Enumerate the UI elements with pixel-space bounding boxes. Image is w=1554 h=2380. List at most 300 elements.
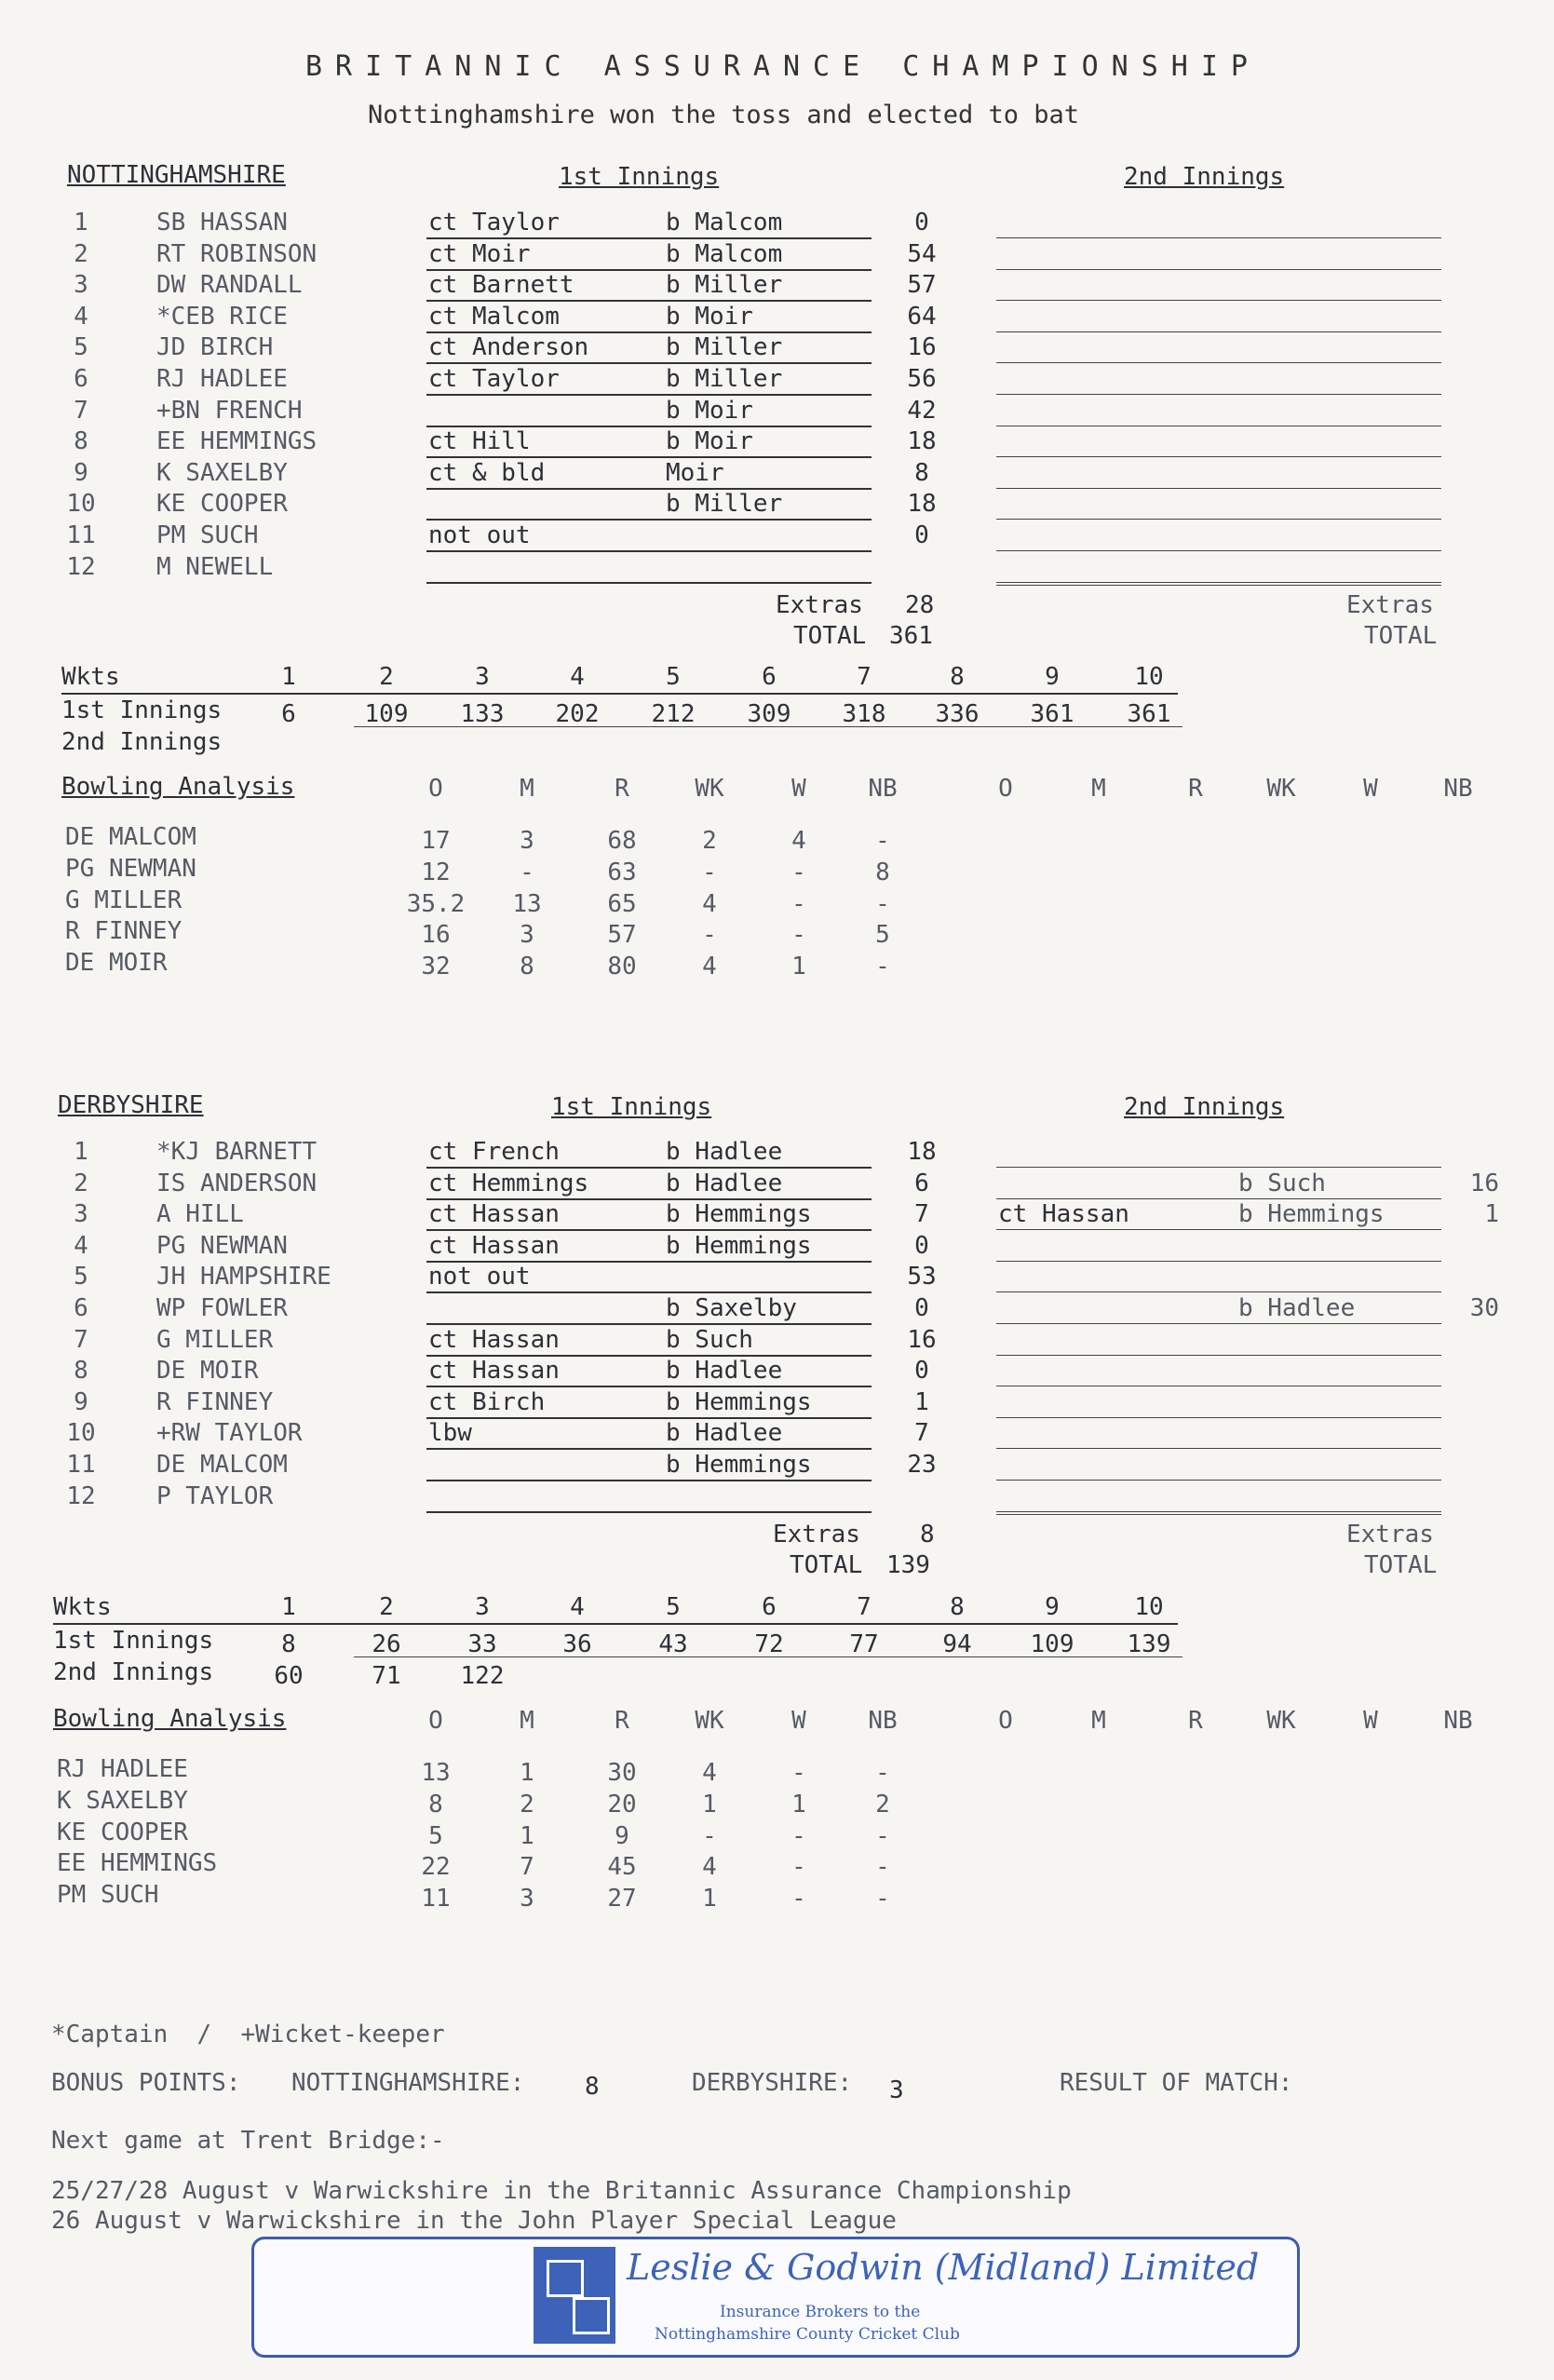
batsman-number: 6 — [74, 365, 88, 393]
bowler-o: 16 — [421, 921, 451, 949]
batsman-name: DE MALCOM — [156, 1451, 288, 1479]
batsman-runs: 16 — [907, 1326, 937, 1354]
bowler-nb: - — [875, 1853, 890, 1881]
bowling-col-header-2nd: O — [998, 1707, 1013, 1735]
dismissal: ct Birch — [428, 1388, 546, 1416]
bowler-w: 4 — [791, 827, 806, 855]
bowler-w: - — [791, 890, 806, 918]
bowler-credit: b Hadlee — [666, 1170, 783, 1197]
batsman-number: 3 — [74, 271, 88, 299]
bowler-credit: b Hemmings — [666, 1200, 812, 1228]
wicket-number: 8 — [950, 1593, 965, 1621]
next-game-label: Next game at Trent Bridge:- — [51, 2127, 445, 2155]
bowler-credit: b Malcom — [666, 209, 783, 237]
batsman-name: DE MOIR — [156, 1357, 259, 1385]
bowler-nb: - — [875, 1885, 890, 1913]
bowler-credit: b Malcom — [666, 240, 783, 268]
bowler-m: 3 — [520, 827, 534, 855]
rule-line — [354, 726, 1182, 727]
fixture-championship: 25/27/28 August v Warwickshire in the Britannic Assurance Championship — [51, 2177, 1072, 2205]
bowler-credit: b Miller — [666, 271, 783, 299]
batsman-number: 4 — [74, 303, 88, 331]
rule-line — [53, 1623, 1178, 1625]
bowler-wk: 4 — [702, 1853, 717, 1881]
bowler-r: 57 — [607, 921, 637, 949]
bowler-r: 27 — [607, 1885, 637, 1913]
team1-inn1-header: 1st Innings — [559, 163, 720, 191]
bowling-col-header-2nd: NB — [1443, 775, 1473, 803]
fow-1st-score: 309 — [747, 700, 791, 728]
wicket-number: 10 — [1134, 663, 1164, 691]
bowler-m: 3 — [520, 921, 534, 949]
wicket-number: 10 — [1134, 1593, 1164, 1621]
team1-inn2-extras-label: Extras — [1346, 591, 1434, 619]
bowler-name: DE MALCOM — [65, 823, 196, 851]
bowling-col-header: WK — [695, 775, 724, 803]
batsman-runs: 0 — [914, 1294, 929, 1322]
fow-1st-score: 94 — [942, 1630, 972, 1658]
dismissal: not out — [428, 521, 531, 549]
fow-1st-score: 361 — [1030, 700, 1074, 728]
bowler-o: 13 — [421, 1759, 451, 1787]
fow-1st-label: 1st Innings — [53, 1627, 214, 1655]
batsman-runs: 6 — [914, 1170, 929, 1197]
batsman-name: RJ HADLEE — [156, 365, 288, 393]
rule-line — [996, 394, 1441, 395]
wicket-number: 3 — [475, 663, 490, 691]
batsman-number: 6 — [74, 1294, 88, 1322]
bowler-r: 30 — [607, 1759, 637, 1787]
batsman-runs: 7 — [914, 1419, 929, 1447]
rule-line — [996, 1417, 1441, 1418]
bowling-col-header: NB — [868, 1707, 898, 1735]
sponsor-name: Leslie & Godwin (Midland) Limited — [627, 2247, 1260, 2288]
key-legend: *Captain / +Wicket-keeper — [51, 2021, 445, 2049]
bowler-nb: - — [875, 1822, 890, 1850]
fow-2nd-score: 60 — [274, 1662, 304, 1690]
batsman-number: 7 — [74, 397, 88, 425]
bowler-w: - — [791, 859, 806, 886]
bowling-col-header-2nd: R — [1188, 1707, 1203, 1735]
bowler-m: 13 — [512, 890, 542, 918]
bowler-credit: b Hadlee — [666, 1419, 783, 1447]
rule-line — [426, 1448, 872, 1450]
team2-inn2-extras-label: Extras — [1346, 1521, 1434, 1548]
bowler-w: - — [791, 1853, 806, 1881]
fow-1st-score: 139 — [1127, 1630, 1171, 1658]
bowler-credit: b Saxelby — [666, 1294, 797, 1322]
bowler-r: 68 — [607, 827, 637, 855]
bowler-wk: 2 — [702, 827, 717, 855]
team1-inn2-header: 2nd Innings — [1124, 163, 1285, 191]
batsman-runs: 23 — [907, 1451, 937, 1479]
dismissal: ct Hemmings — [428, 1170, 589, 1197]
bowler-r: 80 — [607, 953, 637, 980]
batsman-name: K SAXELBY — [156, 459, 288, 487]
bowler-w: - — [791, 1822, 806, 1850]
batsman-name: +BN FRENCH — [156, 397, 303, 425]
fow-2nd-label: 2nd Innings — [53, 1658, 214, 1686]
bowler-r: 63 — [607, 859, 637, 886]
batsman-runs-2nd: 16 — [1469, 1170, 1499, 1197]
dismissal: ct Hassan — [428, 1326, 560, 1354]
fow-1st-score: 212 — [651, 700, 696, 728]
bowler-w: 1 — [791, 953, 806, 980]
bowler-wk: 1 — [702, 1885, 717, 1913]
batsman-name: JH HAMPSHIRE — [156, 1263, 331, 1291]
bowler-w: - — [791, 1759, 806, 1787]
batsman-name: RT ROBINSON — [156, 240, 318, 268]
bowler-credit: b Miller — [666, 490, 783, 518]
rule-line — [996, 550, 1441, 551]
fow-2nd-score: 122 — [460, 1662, 505, 1690]
rule-line — [996, 585, 1441, 586]
bowler-credit: b Miller — [666, 333, 783, 361]
batsman-runs: 1 — [914, 1388, 929, 1416]
bowler-r: 20 — [607, 1791, 637, 1819]
wicket-number: 5 — [666, 1593, 681, 1621]
bowler-w: - — [791, 921, 806, 949]
bowler-name: EE HEMMINGS — [57, 1849, 218, 1877]
rule-line — [996, 519, 1441, 520]
bowler-wk: - — [702, 921, 717, 949]
fow-1st-score: 36 — [562, 1630, 592, 1658]
batsman-runs: 57 — [907, 271, 937, 299]
rule-line — [426, 1229, 872, 1231]
rule-line — [996, 1167, 1441, 1168]
batsman-runs: 0 — [914, 521, 929, 549]
bowler-o: 5 — [428, 1822, 443, 1850]
wkts-label: Wkts — [53, 1593, 112, 1621]
batsman-name: PM SUCH — [156, 521, 259, 549]
bonus-points-label: BONUS POINTS: — [51, 2069, 241, 2097]
fow-1st-score: 43 — [658, 1630, 688, 1658]
batsman-runs: 0 — [914, 209, 929, 237]
bowler-o: 32 — [421, 953, 451, 980]
bowler-credit: b Miller — [666, 365, 783, 393]
batsman-runs: 64 — [907, 303, 937, 331]
batsman-number: 5 — [74, 333, 88, 361]
bowler-nb: 5 — [875, 921, 890, 949]
bowler-m: 1 — [520, 1759, 534, 1787]
fow-1st-score: 109 — [364, 700, 409, 728]
dismissal: ct French — [428, 1138, 560, 1166]
fow-1st-score: 26 — [372, 1630, 401, 1658]
bowler-nb: - — [875, 827, 890, 855]
bowler-nb: - — [875, 953, 890, 980]
bowler-name: K SAXELBY — [57, 1787, 188, 1815]
dismissal: ct Hassan — [428, 1200, 560, 1228]
wicket-number: 7 — [857, 663, 872, 691]
rule-line — [426, 362, 872, 364]
batsman-runs: 0 — [914, 1232, 929, 1260]
batsman-name: WP FOWLER — [156, 1294, 288, 1322]
wicket-number: 9 — [1045, 663, 1060, 691]
bowling-col-header-2nd: O — [998, 775, 1013, 803]
batsman-name: IS ANDERSON — [156, 1170, 318, 1197]
rule-line — [996, 300, 1441, 301]
team1-name: NOTTINGHAMSHIRE — [67, 161, 286, 189]
bowler-m: - — [520, 859, 534, 886]
batsman-runs: 54 — [907, 240, 937, 268]
dismissal: ct Malcom — [428, 303, 560, 331]
rule-line — [61, 693, 1178, 695]
bowler-credit: b Such — [666, 1326, 753, 1354]
batsman-name: P TAYLOR — [156, 1482, 274, 1510]
bowling-col-header-2nd: R — [1188, 775, 1203, 803]
batsman-runs: 53 — [907, 1263, 937, 1291]
team2-extras-label: Extras — [773, 1521, 860, 1548]
bowler-name: R FINNEY — [65, 917, 182, 945]
bonus-team2-label: DERBYSHIRE: — [692, 2069, 853, 2097]
team1-extras-label: Extras — [776, 591, 863, 619]
rule-line — [426, 519, 872, 521]
batsman-name: JD BIRCH — [156, 333, 274, 361]
rule-line — [996, 1198, 1441, 1199]
team1-total-label: TOTAL — [793, 622, 867, 650]
toss-result: Nottinghamshire won the toss and elected to bat — [368, 101, 1080, 129]
fow-1st-score: 109 — [1030, 1630, 1074, 1658]
sponsor-line1: Insurance Brokers to the — [720, 2303, 921, 2321]
bowler-name: DE MOIR — [65, 949, 168, 977]
bowler-wk: 1 — [702, 1791, 717, 1819]
bowler-nb: 2 — [875, 1791, 890, 1819]
batsman-runs: 56 — [907, 365, 937, 393]
batsman-number: 3 — [74, 1200, 88, 1228]
bowler-m: 7 — [520, 1853, 534, 1881]
batsman-number: 4 — [74, 1232, 88, 1260]
wicket-number: 8 — [950, 663, 965, 691]
fow-1st-score: 33 — [467, 1630, 497, 1658]
rule-line — [996, 582, 1441, 583]
dismissal-2nd: ct Hassan — [998, 1200, 1129, 1228]
rule-line — [996, 237, 1441, 238]
bowling-col-header-2nd: W — [1363, 775, 1378, 803]
bowling-col-header-2nd: M — [1091, 775, 1106, 803]
rule-line — [426, 1386, 872, 1387]
rule-line — [996, 1355, 1441, 1356]
rule-line — [996, 488, 1441, 489]
batsman-number: 10 — [66, 1419, 96, 1447]
bowler-credit: b Moir — [666, 303, 753, 331]
batsman-runs: 18 — [907, 1138, 937, 1166]
rule-line — [996, 456, 1441, 457]
rule-line — [996, 1291, 1441, 1292]
fixture-league: 26 August v Warwickshire in the John Player Special League — [51, 2207, 897, 2235]
team2-inn2-header: 2nd Innings — [1124, 1093, 1285, 1121]
bowler-credit: b Hemmings — [666, 1232, 812, 1260]
bowler-w: 1 — [791, 1791, 806, 1819]
fow-2nd-score: 71 — [372, 1662, 401, 1690]
wicket-number: 6 — [762, 1593, 777, 1621]
rule-line — [426, 1167, 872, 1169]
batsman-name: A HILL — [156, 1200, 244, 1228]
rule-line — [426, 550, 872, 552]
batsman-name: SB HASSAN — [156, 209, 288, 237]
bowler-r: 65 — [607, 890, 637, 918]
rule-line — [996, 1514, 1441, 1515]
batsman-number: 8 — [74, 427, 88, 455]
batsman-number: 7 — [74, 1326, 88, 1354]
rule-line — [996, 1448, 1441, 1449]
bowling-analysis-header: Bowling Analysis — [61, 773, 295, 801]
dismissal: ct Taylor — [428, 209, 560, 237]
team2-total: 139 — [886, 1551, 930, 1579]
rule-line — [426, 456, 872, 458]
batsman-number: 8 — [74, 1357, 88, 1385]
batsman-name: DW RANDALL — [156, 271, 303, 299]
bonus-team1-value: 8 — [585, 2073, 600, 2101]
bowler-credit-2nd: b Hemmings — [1238, 1200, 1385, 1228]
sponsor-panel — [251, 2237, 1300, 2358]
team1-inn2-total-label: TOTAL — [1364, 622, 1438, 650]
dismissal: ct Taylor — [428, 365, 560, 393]
dismissal: ct Hassan — [428, 1357, 560, 1385]
bowling-col-header: W — [791, 775, 806, 803]
bowling-col-header: R — [615, 775, 629, 803]
bowling-col-header-2nd: WK — [1266, 1707, 1296, 1735]
rule-line — [426, 1417, 872, 1419]
wicket-number: 9 — [1045, 1593, 1060, 1621]
bowler-credit: Moir — [666, 459, 724, 487]
wicket-number: 1 — [281, 663, 296, 691]
bowler-name: PG NEWMAN — [65, 855, 196, 883]
batsman-runs: 7 — [914, 1200, 929, 1228]
bowling-col-header: R — [615, 1707, 629, 1735]
bowler-credit: b Hadlee — [666, 1357, 783, 1385]
batsman-runs-2nd: 1 — [1484, 1200, 1499, 1228]
rule-line — [426, 237, 872, 239]
batsman-number: 11 — [66, 521, 96, 549]
rule-line — [426, 394, 872, 396]
wicket-number: 2 — [379, 1593, 394, 1621]
team1-extras: 28 — [905, 591, 935, 619]
rule-line — [996, 1323, 1441, 1324]
rule-line — [996, 1229, 1441, 1230]
batsman-name: G MILLER — [156, 1326, 274, 1354]
bowler-o: 35.2 — [406, 890, 466, 918]
rule-line — [426, 1511, 872, 1513]
bowler-o: 12 — [421, 859, 451, 886]
bowler-nb: - — [875, 890, 890, 918]
fow-1st-score: 6 — [281, 700, 296, 728]
bowler-r: 45 — [607, 1853, 637, 1881]
bowler-nb: - — [875, 1759, 890, 1787]
bowler-m: 8 — [520, 953, 534, 980]
batsman-runs: 18 — [907, 427, 937, 455]
dismissal: ct Anderson — [428, 333, 589, 361]
wicket-number: 5 — [666, 663, 681, 691]
sponsor-logo-icon — [534, 2247, 615, 2344]
bowler-credit: b Hemmings — [666, 1388, 812, 1416]
bowler-o: 11 — [421, 1885, 451, 1913]
batsman-number: 12 — [66, 553, 96, 581]
bowler-credit: b Hemmings — [666, 1451, 812, 1479]
bowler-credit-2nd: b Such — [1238, 1170, 1326, 1197]
batsman-number: 2 — [74, 1170, 88, 1197]
bowling-col-header-2nd: W — [1363, 1707, 1378, 1735]
bowling-col-header: O — [428, 1707, 443, 1735]
bowler-credit: b Moir — [666, 397, 753, 425]
wicket-number: 4 — [570, 663, 585, 691]
bowler-wk: 4 — [702, 953, 717, 980]
bowler-r: 9 — [615, 1822, 629, 1850]
fow-1st-score: 77 — [849, 1630, 879, 1658]
rule-line — [426, 1291, 872, 1293]
bowler-w: - — [791, 1885, 806, 1913]
dismissal: ct Barnett — [428, 271, 574, 299]
fow-1st-score: 202 — [555, 700, 600, 728]
batsman-number: 1 — [74, 1138, 88, 1166]
wicket-number: 6 — [762, 663, 777, 691]
batsman-number: 12 — [66, 1482, 96, 1510]
rule-line — [996, 331, 1441, 332]
batsman-number: 9 — [74, 1388, 88, 1416]
dismissal: ct Hassan — [428, 1232, 560, 1260]
rule-line — [426, 1480, 872, 1481]
fow-1st-score: 72 — [754, 1630, 784, 1658]
bowling-col-header: W — [791, 1707, 806, 1735]
wicket-number: 3 — [475, 1593, 490, 1621]
batsman-name: *KJ BARNETT — [156, 1138, 318, 1166]
dismissal: ct Hill — [428, 427, 531, 455]
rule-line — [996, 362, 1441, 363]
wkts-label: Wkts — [61, 663, 120, 691]
batsman-name: PG NEWMAN — [156, 1232, 288, 1260]
wicket-number: 7 — [857, 1593, 872, 1621]
bowler-o: 8 — [428, 1791, 443, 1819]
batsman-runs-2nd: 30 — [1469, 1294, 1499, 1322]
sponsor-line2: Nottinghamshire County Cricket Club — [655, 2325, 960, 2344]
bowling-col-header: NB — [868, 775, 898, 803]
wicket-number: 2 — [379, 663, 394, 691]
bonus-team1-label: NOTTINGHAMSHIRE: — [291, 2069, 525, 2097]
rule-line — [426, 1323, 872, 1325]
wicket-number: 1 — [281, 1593, 296, 1621]
batsman-number: 10 — [66, 490, 96, 518]
fow-1st-score: 318 — [842, 700, 886, 728]
fow-1st-score: 8 — [281, 1630, 296, 1658]
rule-line — [996, 1261, 1441, 1262]
fow-1st-score: 361 — [1127, 700, 1171, 728]
batsman-name: R FINNEY — [156, 1388, 274, 1416]
bowling-col-header: WK — [695, 1707, 724, 1735]
bowler-o: 22 — [421, 1853, 451, 1881]
rule-line — [996, 1511, 1441, 1512]
bowler-o: 17 — [421, 827, 451, 855]
team2-inn1-header: 1st Innings — [551, 1093, 712, 1121]
team2-extras: 8 — [920, 1521, 935, 1548]
batsman-number: 5 — [74, 1263, 88, 1291]
bowler-wk: 4 — [702, 890, 717, 918]
batsman-name: *CEB RICE — [156, 303, 288, 331]
rule-line — [426, 582, 872, 584]
bowling-col-header-2nd: WK — [1266, 775, 1296, 803]
batsman-runs: 0 — [914, 1357, 929, 1385]
bowler-name: RJ HADLEE — [57, 1755, 188, 1783]
batsman-number: 11 — [66, 1451, 96, 1479]
batsman-name: +RW TAYLOR — [156, 1419, 303, 1447]
batsman-runs: 8 — [914, 459, 929, 487]
bowler-m: 2 — [520, 1791, 534, 1819]
bowler-wk: - — [702, 1822, 717, 1850]
fow-2nd-label: 2nd Innings — [61, 728, 223, 756]
team1-total: 361 — [889, 622, 933, 650]
rule-line — [426, 300, 872, 302]
fow-1st-score: 133 — [460, 700, 505, 728]
batsman-number: 1 — [74, 209, 88, 237]
fow-1st-label: 1st Innings — [61, 696, 223, 724]
